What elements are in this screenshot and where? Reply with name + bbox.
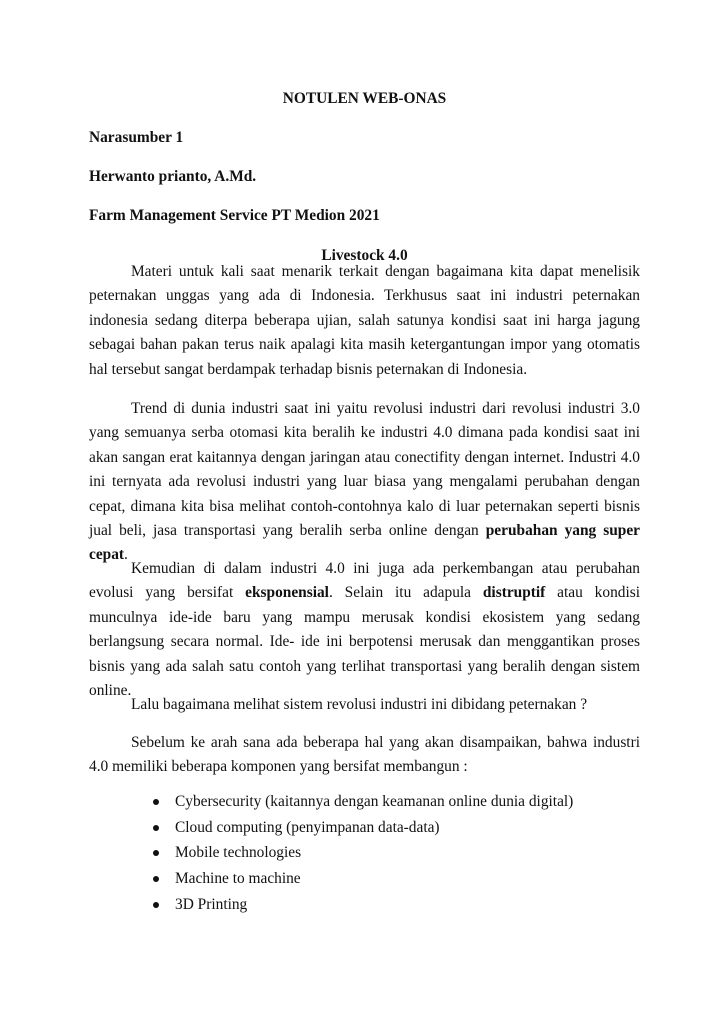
paragraph-text: atau kondisi munculnya ide-ide baru yang mampu merusak kondisi ekosistem yang sedang berlangsung secara normal. Ide- ide ini berpotensi merusak dan menggantikan proses bisnis yang ada salah satu contoh yang terlihat transportasi yang beralih dengan sistem online. <box>89 584 641 700</box>
section-title: Livestock 4.0 <box>321 247 408 264</box>
list-item <box>130 840 573 866</box>
speaker-name: Herwanto prianto, A.Md. <box>89 168 257 185</box>
speaker-affiliation: Farm Management Service PT Medion 2021 <box>89 207 380 224</box>
list-item <box>130 789 573 815</box>
paragraph <box>89 397 640 568</box>
paragraph <box>89 557 640 703</box>
list-item-text: 3D Printing <box>175 895 248 913</box>
paragraph-text: Materi untuk kali saat menarik terkait dengan bagaimana kita dapat menelisik peternakan unggas yang ada di Indonesia. Terkhusus saat ini industri peternakan indonesia sedang diterpa beberapa ujian, salah satunya kondisi saat ini harga jagung sebagai bahan pakan terus naik apalagi kita masih ketergantungan impor yang otomatis hal tersebut sangat berdampak terhadap bisnis peternakan di Indonesia. <box>89 263 640 378</box>
speaker-label: Narasumber 1 <box>89 129 184 146</box>
document-title: NOTULEN WEB-ONAS <box>282 90 447 107</box>
paragraph <box>89 731 640 780</box>
paragraph-text: Kemudian di dalam industri 4.0 ini juga ada perkembangan atau perubahan evolusi yang bersifat <box>89 560 640 602</box>
paragraph-text: Lalu bagaimana melihat sistem revolusi industri ini dibidang peternakan ? <box>131 696 588 713</box>
component-list <box>130 789 573 917</box>
bullet-icon <box>153 876 159 882</box>
emphasized-text: perubahan yang super cepat <box>89 522 640 564</box>
bullet-icon <box>153 799 159 805</box>
bullet-icon <box>153 850 159 856</box>
bullet-icon <box>153 902 159 908</box>
list-item <box>130 866 573 892</box>
list-item <box>130 815 573 841</box>
list-item-text: Mobile technologies <box>175 844 302 862</box>
paragraph-text: Trend di dunia industri saat ini yaitu revolusi industri dari revolusi industri 3.0 yang semuanya serba otomasi kita beralih ke industri 4.0 dimana pada kondisi saat ini akan sangan erat kaitannya dengan jaringan atau conectifity dengan internet. Industri 4.0 ini ternyata ada revolusi industri yang luar biasa yang mengalami perubahan dengan cepat, dimana kita bisa melihat contoh-contohnya kalo di luar peternakan seperti bisnis jual beli, jasa transportasi yang beralih serba online dengan <box>89 400 640 540</box>
list-item-text: Cloud computing (penyimpanan data-data) <box>175 818 440 836</box>
list-item-text: Machine to machine <box>175 870 301 888</box>
emphasized-text: distruptif <box>482 584 546 602</box>
paragraph-text: Sebelum ke arah sana ada beberapa hal yang akan disampaikan, bahwa industri 4.0 memiliki beberapa komponen yang bersifat membangun : <box>89 734 640 776</box>
list-item-text: Cybersecurity (kaitannya dengan keamanan online dunia digital) <box>175 793 574 810</box>
emphasized-text: eksponensial <box>245 584 329 602</box>
paragraph-text: . Selain itu adapula <box>328 584 483 602</box>
list-item <box>130 892 573 918</box>
paragraph <box>89 260 640 382</box>
paragraph <box>89 693 640 717</box>
paragraph-text: . <box>124 546 128 564</box>
bullet-icon <box>153 825 159 831</box>
